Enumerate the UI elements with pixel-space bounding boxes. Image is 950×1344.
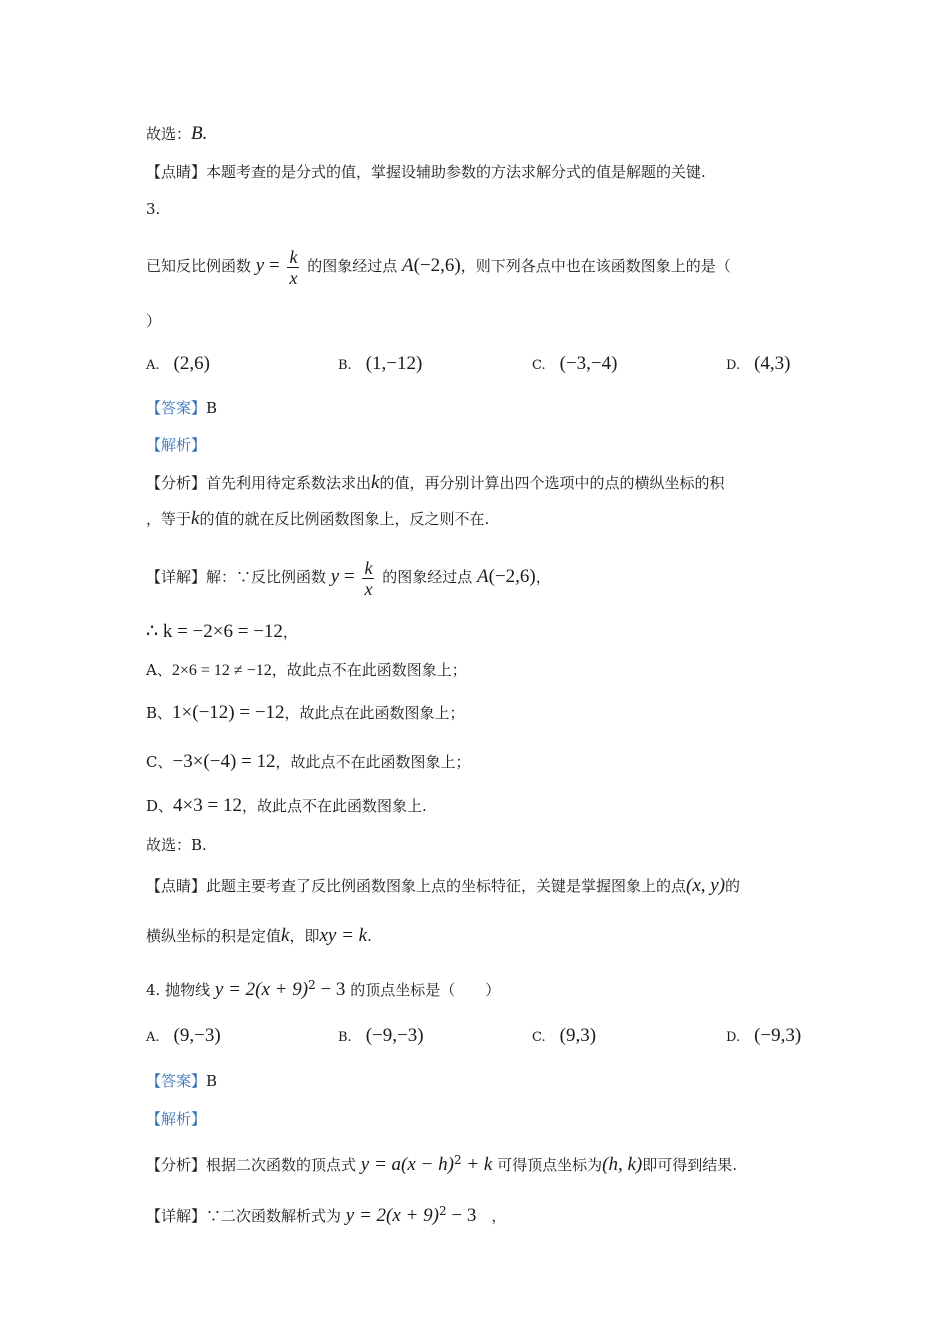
q3-option-b — [338, 353, 422, 375]
q3-xiangjie — [146, 555, 551, 599]
q3-item-d-label: D、 — [146, 797, 174, 815]
q4-answer — [146, 1071, 217, 1091]
q3-option-a-label: A. — [146, 358, 160, 373]
q3-item-d — [146, 796, 427, 816]
q4-stem — [146, 975, 500, 1000]
q3-option-c — [532, 353, 617, 375]
q3-option-b-value: (1,−12) — [365, 353, 423, 374]
q3-y: y — [255, 255, 265, 276]
q4-stem-b: 的顶点坐标是（ ） — [350, 981, 501, 999]
q3-choose: 故选：B. — [146, 836, 207, 854]
q4-number: 4. — [146, 981, 161, 999]
q3-dianjing-xy: xy = k — [319, 925, 368, 946]
q3-item-b-expr: 1×(−12) = −12 — [172, 702, 285, 723]
q3-stem-a: 已知反比例函数 — [146, 257, 252, 275]
q3-stem — [146, 244, 731, 288]
q3-item-a-expr: 2×6 = 12 ≠ −12 — [171, 662, 272, 679]
q3-fenxi-k: k — [371, 472, 380, 493]
q3-item-d-expr: 4×3 = 12 — [173, 795, 242, 816]
q4-xj-func-b: − 3 — [446, 1205, 477, 1226]
q3-k-calc — [146, 622, 298, 642]
q3-item-b-label: B、 — [146, 704, 173, 722]
q3-item-c-label: C、 — [146, 753, 173, 771]
q3-point-name: A — [402, 255, 414, 276]
q3-fenxi-b: 的值，再分别计算出四个选项中的点的横纵坐标的积 — [379, 474, 725, 492]
q3-xj-eq: = — [339, 566, 360, 587]
q4-func-a: y = 2(x + 9) — [214, 979, 309, 1000]
q4-option-b — [338, 1025, 424, 1047]
q3-point-coord: (−2,6) — [413, 255, 461, 276]
q4-option-a-value: (9,−3) — [173, 1025, 221, 1046]
q3-dianjing-b: 的 — [725, 877, 741, 895]
q3-option-a-value: (2,6) — [173, 353, 210, 374]
q3-item-d-text: ，故此点不在此函数图象上. — [241, 797, 427, 815]
q3-xj-fraction — [362, 558, 374, 599]
q3-xj-frac-den: x — [364, 578, 373, 599]
q3-fenxi-k2: k — [191, 508, 200, 529]
q4-xiangjie — [146, 1201, 506, 1226]
q4-analysis-tag: 【解析】 — [146, 1110, 207, 1128]
q3-option-c-label: C. — [532, 358, 546, 373]
q3-item-c-expr: −3×(−4) = 12 — [172, 751, 276, 772]
q3-fenxi-1 — [146, 473, 724, 493]
q3-frac-den: x — [289, 267, 298, 288]
q4-xiangjie-a: 【详解】∵二次函数解析式为 — [146, 1207, 342, 1225]
q4-fenxi-b: 可得顶点坐标为 — [497, 1156, 603, 1174]
q3-answer-value: B — [206, 399, 218, 417]
q4-xj-func-a: y = 2(x + 9) — [345, 1205, 439, 1226]
q3-dianjing-end: . — [367, 927, 372, 945]
q4-option-a — [146, 1025, 221, 1047]
q3-xiangjie-b: 的图象经过点 — [382, 568, 473, 586]
q3-k-calc-expr: ∴ k = −2×6 = −12 — [146, 621, 283, 642]
q4-option-a-label: A. — [146, 1030, 160, 1045]
q3-option-b-label: B. — [338, 358, 352, 373]
q3-item-a-label: A、 — [146, 661, 172, 679]
q4-option-c — [532, 1025, 596, 1047]
q3-dianjing-point: (x, y) — [686, 875, 726, 896]
q3-stem-b: 的图象经过点 — [307, 257, 398, 275]
q3-answer-tag: 【答案】 — [146, 399, 207, 417]
q4-option-d — [726, 1025, 801, 1047]
q3-option-d-value: (4,3) — [754, 353, 791, 374]
q4-answer-value: B — [206, 1072, 218, 1090]
q3-fenxi-d: 的值的就在反比例函数图象上，反之则不在. — [199, 510, 490, 528]
q3-item-b — [146, 703, 465, 723]
prev-choice-value: B. — [191, 123, 208, 144]
q4-option-c-value: (9,3) — [559, 1025, 597, 1046]
q4-xj-sq: 2 — [438, 1204, 447, 1218]
q4-option-c-label: C. — [532, 1030, 546, 1045]
q3-frac-num: k — [289, 246, 298, 267]
q3-item-c-text: ，故此点不在此函数图象上； — [275, 753, 471, 771]
q3-option-a — [146, 353, 210, 375]
q3-k-calc-comma: ， — [282, 623, 298, 641]
q3-xj-point-name: A — [477, 566, 489, 587]
q4-vertex-sq: 2 — [453, 1153, 462, 1167]
q3-fraction — [287, 247, 299, 288]
prev-dianjing: 【点睛】本题考查的是分式的值，掌握设辅助参数的方法求解分式的值是解题的关键. — [146, 163, 706, 181]
q3-dianjing-d: ，即 — [289, 927, 320, 945]
q3-dianjing-k: k — [281, 925, 290, 946]
q3-option-d-label: D. — [726, 358, 741, 373]
q3-xj-frac-num: k — [364, 557, 373, 578]
q4-fenxi — [146, 1150, 737, 1175]
q4-option-b-value: (−9,−3) — [365, 1025, 424, 1046]
q3-dianjing-1 — [146, 876, 740, 896]
q3-dianjing-a: 【点睛】此题主要考查了反比例函数图象上点的坐标特征，关键是掌握图象上的点 — [146, 877, 687, 895]
q3-option-d — [726, 353, 791, 375]
q4-func-b: − 3 — [315, 979, 346, 1000]
q4-fenxi-a: 【分析】根据二次函数的顶点式 — [146, 1156, 357, 1174]
q3-dianjing-2 — [146, 926, 372, 946]
q3-fenxi-c: ，等于 — [146, 510, 192, 528]
q3-item-a — [146, 660, 467, 681]
q3-number: 3. — [146, 200, 161, 218]
q3-item-b-text: ，故此点在此函数图象上； — [284, 704, 465, 722]
q4-func-sq: 2 — [308, 978, 316, 992]
q4-vertex-form-a: y = a(x − h) — [360, 1154, 454, 1175]
q3-stem-close: ） — [146, 312, 162, 330]
q4-option-d-label: D. — [726, 1030, 741, 1045]
q3-xj-comma: ， — [535, 568, 551, 586]
q3-option-c-value: (−3,−4) — [559, 353, 618, 374]
q3-stem-c: ，则下列各点中也在该函数图象上的是（ — [460, 257, 731, 275]
q3-dianjing-c: 横纵坐标的积是定值 — [146, 927, 282, 945]
prev-choice — [146, 124, 207, 144]
q4-fenxi-c: 即可得到结果. — [642, 1156, 738, 1174]
q3-xj-point-coord: (−2,6) — [488, 566, 536, 587]
q4-option-d-value: (−9,3) — [754, 1025, 802, 1046]
q3-eq: = — [264, 255, 285, 276]
q4-answer-tag: 【答案】 — [146, 1072, 207, 1090]
q3-xiangjie-a: 【详解】解：∵反比例函数 — [146, 568, 327, 586]
q3-item-c — [146, 752, 471, 772]
q3-answer — [146, 398, 217, 418]
q3-fenxi-a: 【分析】首先利用待定系数法求出 — [146, 474, 372, 492]
q4-option-b-label: B. — [338, 1030, 352, 1045]
q4-vertex-form-b: + k — [461, 1154, 493, 1175]
q3-item-a-text: ，故此点不在此函数图象上； — [271, 661, 467, 679]
q4-hk: (h, k) — [602, 1154, 643, 1175]
q3-fenxi-2 — [146, 509, 489, 529]
q4-xj-end: ， — [476, 1207, 507, 1225]
prev-choice-label: 故选： — [146, 125, 192, 143]
q3-analysis-tag: 【解析】 — [146, 436, 207, 454]
q3-xj-y: y — [330, 566, 340, 587]
q4-stem-a: 抛物线 — [165, 981, 211, 999]
